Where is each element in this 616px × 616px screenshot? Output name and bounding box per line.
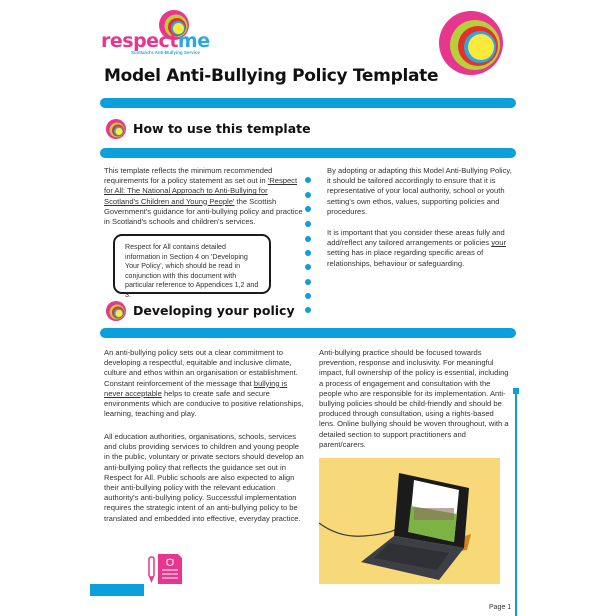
intro-paragraph: This template reflects the minimum recommended requirements for a policy statement as set out in 'Respect for All: The National Approach to Anti-Bullying for Scotland's Children and Young People' the Scottish Government's guidance for anti-bullying policy and practice in Scotland's schools and children's services. [104, 166, 303, 227]
decorative-dot [305, 250, 311, 256]
decorative-line-cap [513, 388, 519, 394]
brand-tagline: Scotland's Anti-Bullying Service [131, 50, 200, 55]
policy-commitment-paragraph: An anti-bullying policy sets out a clear commitment to developing a respectful, equitable and inclusive climate, culture and ethos within an organisation or establishment. Constant reinforcement of the message that bullying is never acceptable helps to create safe and secure environments which are conducive to positive relationships, learning, teaching and play. [104, 348, 304, 419]
decorative-vertical-line [515, 390, 517, 616]
decorative-dot [305, 221, 311, 227]
section-heading-developing-policy: Developing your policy [133, 303, 295, 318]
decorative-dot [305, 307, 311, 313]
divider-bar [100, 328, 516, 338]
decorative-dot [305, 279, 311, 285]
callout-box: Respect for All contains detailed information in Section 4 on 'Developing Your Policy', which should be read in conjunction with this document with particular reference to Appendices 1,2 and 3. [113, 234, 271, 294]
section-circles-icon [106, 119, 126, 139]
decorative-dot [305, 192, 311, 198]
divider-bar [100, 148, 516, 158]
decorative-bottom-bar [90, 584, 144, 596]
decorative-dot [305, 236, 311, 242]
decorative-dot [305, 177, 311, 183]
document-shield-pen-icon [148, 553, 184, 585]
section-heading-how-to-use: How to use this template [133, 121, 311, 136]
page-number: Page 1 [489, 604, 512, 611]
decorative-circles-icon [436, 8, 506, 78]
divider-bar [100, 98, 516, 108]
laptop-illustration [319, 458, 500, 584]
respect-for-all-link[interactable]: 'Respect for All: The National Approach to Anti-Bullying for Scotland's Children and Young People' [104, 176, 298, 206]
section-circles-icon [106, 301, 126, 321]
decorative-dot [305, 293, 311, 299]
practice-paragraph: Anti-bullying practice should be focused towards prevention, response and inclusivity. For meaningful impact, full ownership of the policy is essential, including a process of engagement and consultation with the people who are responsible for its implementation. Anti-bullying policies should be child-friendly and should be produced through consultation, using a rights-based lens. Online bullying should be woven throughout, with a detailed section to support practitioners and parent/carers. [319, 348, 509, 449]
education-authorities-paragraph: All education authorities, organisations, schools, services and clubs providing services to children and young people in the public, voluntary or private sectors should develop an anti-bullying policy that reflects the guidance set out in Respect for All. Public schools are also expected to align their anti-bullying policy with the relevant education authority's anti-bullying policy. Successful implementation requires the strategic intent of an anti-bullying policy to be translated and embedded into effective, everyday practice. [104, 432, 304, 523]
consider-paragraph: It is important that you consider these areas fully and add/reflect any tailored arrangements or policies your setting has in place regarding specific areas of relationships, behaviour or safeguarding. [327, 228, 506, 268]
decorative-dot [305, 264, 311, 270]
decorative-dot [305, 206, 311, 212]
adopting-paragraph: By adopting or adapting this Model Anti-Bullying Policy, it should be tailored accordingly to ensure that it is representative of your local authority, school or youth setting's own ethos, values, supporting policies and procedures. [327, 166, 512, 216]
brand-logo: respectme [101, 30, 210, 52]
document-title: Model Anti-Bullying Policy Template [104, 66, 439, 86]
